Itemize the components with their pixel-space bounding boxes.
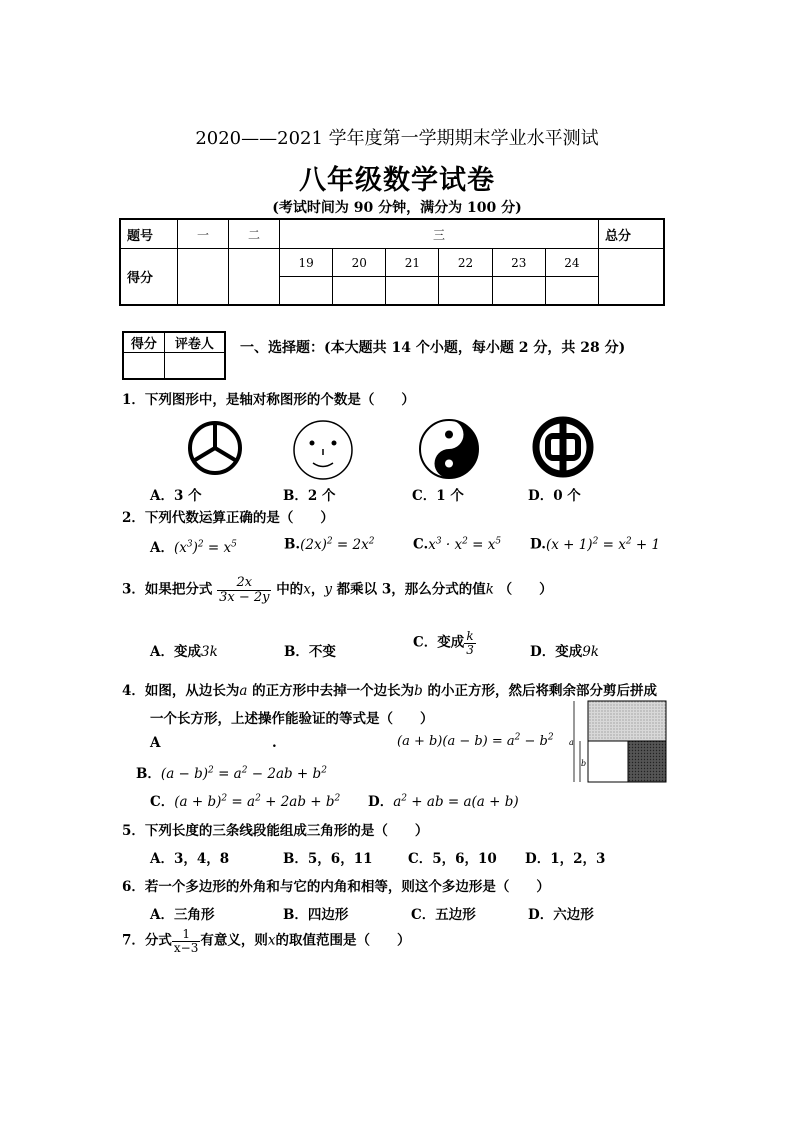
q4-option-b[interactable]: B．$(a - b)^2 = a^2 - 2ab + b^2$ <box>136 765 327 782</box>
q3-option-a[interactable]: A．变成3k <box>150 644 218 660</box>
score-table-label-tihao: 题号 <box>120 219 178 249</box>
q2-option-c[interactable]: $C.x^3 \cdot x^2 = x^5$ <box>413 536 502 553</box>
q2-stem: 2．下列代数运算正确的是（ ） <box>122 510 334 526</box>
score-cell-20[interactable] <box>333 277 386 306</box>
score-table-col-3: 三 <box>280 219 599 249</box>
q6-option-b[interactable]: B．四边形 <box>283 907 349 923</box>
q7-pre: 7．分式 <box>122 932 172 949</box>
grader-box <box>122 331 226 380</box>
svg-text:b: b <box>581 759 587 768</box>
exam-note: (考试时间为 90 分钟，满分为 100 分) <box>272 200 522 216</box>
grader-name-cell[interactable] <box>164 353 225 380</box>
q4-option-c[interactable]: C．$(a + b)^2 = a^2 + 2ab + b^2$ <box>150 793 341 810</box>
q1-option-a[interactable]: A．3 个 <box>150 488 202 504</box>
q4-option-a-formula[interactable]: $(a + b)(a - b) = a^2 - b^2$ <box>397 733 554 750</box>
q4-option-d-label: D． <box>368 794 394 810</box>
q4-option-d[interactable]: D．$a^2$ + ab = a(a + b) <box>368 793 519 810</box>
smiley-face-icon <box>291 418 355 482</box>
exam-title: 2020——2021 学年度第一学期期末学业水平测试 <box>195 128 599 149</box>
mercedes-logo-icon <box>185 418 245 478</box>
q2-option-d-label: D. <box>530 536 546 553</box>
q6-option-c[interactable]: C．五边形 <box>411 907 476 923</box>
q1-option-c[interactable]: C．1 个 <box>412 488 464 504</box>
score-cell-total[interactable] <box>599 249 665 306</box>
q4-option-a[interactable]: A <box>150 735 161 751</box>
score-table-num: 20 <box>333 249 386 277</box>
score-table-num: 22 <box>439 249 492 277</box>
score-table-col-2: 二 <box>229 219 280 249</box>
score-cell-2[interactable] <box>229 249 280 306</box>
q2-option-c-label: C. <box>413 536 429 553</box>
score-cell-1[interactable] <box>178 249 229 306</box>
q3-stem: 3．如果把分式 $\frac{2x}{3x - 2y}$ 中的x，y 都乘以 3，那么分式的值k （ ） <box>122 575 553 605</box>
yin-yang-icon <box>417 417 481 481</box>
score-cell-19[interactable] <box>280 277 333 306</box>
score-cell-23[interactable] <box>492 277 545 306</box>
q4-line1-a: 4．如图，从边长为 <box>122 683 240 699</box>
q3-option-c[interactable]: C．变成 $\frac{k}{3}$ <box>413 629 474 657</box>
q3-option-b[interactable]: B．不变 <box>284 644 336 660</box>
q3-option-d-label: D．变成 <box>530 644 583 660</box>
q4-line1-c: 的小正方形，然后将剩余部分剪后拼成 <box>427 683 658 699</box>
score-table <box>119 218 665 306</box>
q6-stem: 6．若一个多边形的外角和与它的内角和相等，则这个多边形是（ ） <box>122 879 550 895</box>
q7-stem: 7．分式 $\frac{1}{x-3}$ 有意义，则x的取值范围是（ ） <box>122 927 411 955</box>
q2-option-b-label: B. <box>284 536 301 553</box>
score-table-col-1: 一 <box>178 219 229 249</box>
section-heading: 一、选择题：(本大题共 14 个小题，每小题 2 分，共 28 分) <box>240 340 626 356</box>
q4-option-a-dot: . <box>272 735 277 751</box>
q3-option-a-label: A．变成 <box>150 644 201 660</box>
q3-stem-end: （ ） <box>498 581 553 598</box>
q2-option-b[interactable]: $B.(2x)^2 = 2x^2$ <box>284 536 375 553</box>
q2-option-a-label: A． <box>150 540 174 556</box>
q6-option-d[interactable]: D．六边形 <box>528 907 594 923</box>
q1-option-b[interactable]: B．2 个 <box>283 488 336 504</box>
q5-option-d[interactable]: D．1，2，3 <box>525 851 606 867</box>
bank-of-china-logo-icon <box>530 414 596 480</box>
q1-option-d[interactable]: D．0 个 <box>528 488 581 504</box>
grader-score-label: 得分 <box>123 332 164 353</box>
score-cell-22[interactable] <box>439 277 492 306</box>
q4-stem-line2: 一个长方形，上述操作能验证的等式是（ ） <box>150 711 434 727</box>
q3-stem-mid: 中的 <box>276 581 304 598</box>
q3-option-d[interactable]: D．变成9k <box>530 644 599 660</box>
q4-square-diagram <box>562 698 672 788</box>
grader-score-cell[interactable] <box>123 353 164 380</box>
score-table-label-defen: 得分 <box>120 249 178 306</box>
q4-option-c-label: C． <box>150 794 175 810</box>
q6-option-a[interactable]: A．三角形 <box>150 907 215 923</box>
score-table-col-total: 总分 <box>599 219 665 249</box>
q5-option-a[interactable]: A．3，4，8 <box>150 851 230 867</box>
q7-post2: 的取值范围是（ ） <box>275 932 411 949</box>
svg-text:a: a <box>569 738 574 747</box>
q2-option-d[interactable]: $D.(x + 1)^2 = x^2 + 1$ <box>530 536 661 553</box>
q4-line1-b: 的正方形中去掉一个边长为 <box>252 683 415 699</box>
score-cell-24[interactable] <box>545 277 598 306</box>
score-table-num: 24 <box>545 249 598 277</box>
q3-fraction: $\frac{2x}{3x - 2y}$ <box>219 575 270 605</box>
q5-option-b[interactable]: B．5，6，11 <box>283 851 373 867</box>
score-table-num: 23 <box>492 249 545 277</box>
q3-option-c-label: C．变成 <box>413 634 465 651</box>
grader-name-label: 评卷人 <box>164 332 225 353</box>
q1-stem: 1．下列图形中，是轴对称图形的个数是（ ） <box>122 392 415 408</box>
q4-stem-line1: 4．如图，从边长为a 的正方形中去掉一个边长为b 的小正方形，然后将剩余部分剪后拼成 <box>122 683 658 699</box>
q2-option-a[interactable]: A．$(x^3)^2 = x^5$ <box>150 539 237 556</box>
score-table-num: 19 <box>280 249 333 277</box>
q3-stem-post: 都乘以 3，那么分式的值 <box>336 581 486 598</box>
exam-subtitle: 八年级数学试卷 <box>299 165 495 196</box>
q3-stem-pre: 3．如果把分式 <box>122 581 213 598</box>
q5-stem: 5．下列长度的三条线段能组成三角形的是（ ） <box>122 823 429 839</box>
score-table-num: 21 <box>386 249 439 277</box>
q7-post: 有意义，则 <box>200 932 268 949</box>
q4-option-b-label: B． <box>136 766 161 782</box>
score-cell-21[interactable] <box>386 277 439 306</box>
q5-option-c[interactable]: C．5，6，10 <box>408 851 497 867</box>
